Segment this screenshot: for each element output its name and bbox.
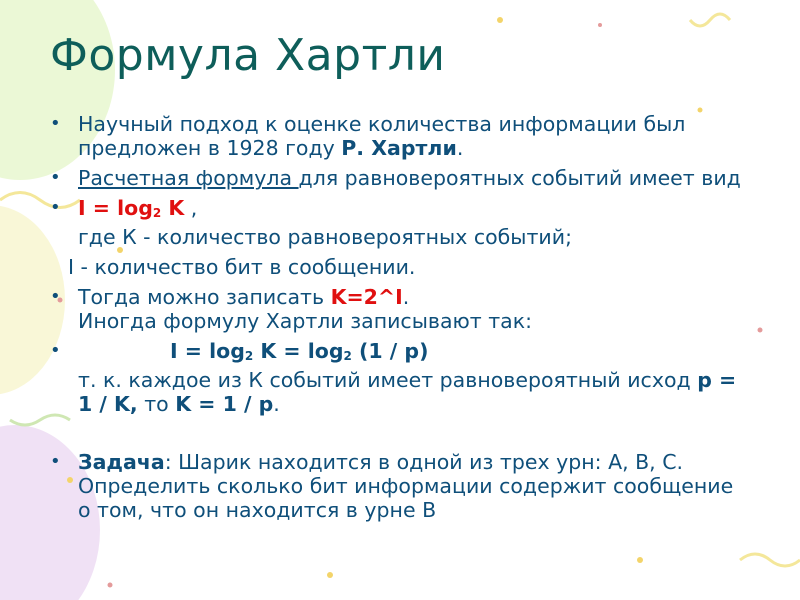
slide-content [50,112,750,528]
punctuation: . [273,392,280,416]
explanation-text: т. к. каждое из К событий имеет равновероятный исход [78,368,698,392]
bullet-item-history [50,112,750,160]
formula-subscript: 2 [244,349,254,363]
plain-line-bits: I - количество бит в сообщении. [68,255,416,279]
bullet-item-task [50,450,750,522]
formula-subscript: 2 [152,206,162,220]
bullet-item-formula-intro [50,166,750,190]
k-formula: K = 1 / p [175,392,274,416]
bullet-item-alt-formula [50,339,750,416]
alt-formula [78,339,750,368]
formula-part: (1 / p) [351,339,429,363]
bullet-marker: • [50,167,61,188]
connector-text: то [137,392,176,416]
bullet-marker: • [50,197,61,218]
formula-part: I = log [78,196,153,220]
exponent-line [78,285,750,309]
bullet-marker: • [50,113,61,134]
punctuation: , [184,196,198,220]
author-name: Р. Хартли [341,136,457,160]
bullet-marker: • [50,286,61,307]
formula-part: K [161,196,185,220]
exponent-formula: K=2^I [330,285,403,309]
task-text: : Шарик находится в одной из трех урн: А, В, С. Определить сколько бит информации содержит сообщение о том, что он находится в урне В [78,450,734,522]
bullet-marker: • [50,451,61,472]
history-text: Научный подход к оценке количества информации был предложен в 1928 году [78,112,686,160]
formula-subscript: 2 [343,349,352,363]
formula-explanation: где К - количество равновероятных событий; [78,225,572,249]
formula-part: K = log [253,339,344,363]
hartley-formula [78,196,750,225]
slide-title: Формула Хартли [50,30,446,81]
alt-formula-explanation [78,368,750,416]
underlined-term: Расчетная формула [78,166,299,190]
punctuation: . [402,285,410,309]
punctuation: . [456,136,464,160]
formula-intro-text: для равновероятных событий имеет вид [298,166,741,190]
task-label: Задача [78,450,165,474]
bullet-item-exponent [50,285,750,333]
exponent-text: Тогда можно записать [78,285,331,309]
formula-part: I = log [170,339,245,363]
probability-formula: p = 1 / K, [78,368,737,416]
bullet-marker: • [50,340,61,361]
alternative-intro: Иногда формулу Хартли записывают так: [78,309,533,333]
bullet-item-formula [50,196,750,249]
